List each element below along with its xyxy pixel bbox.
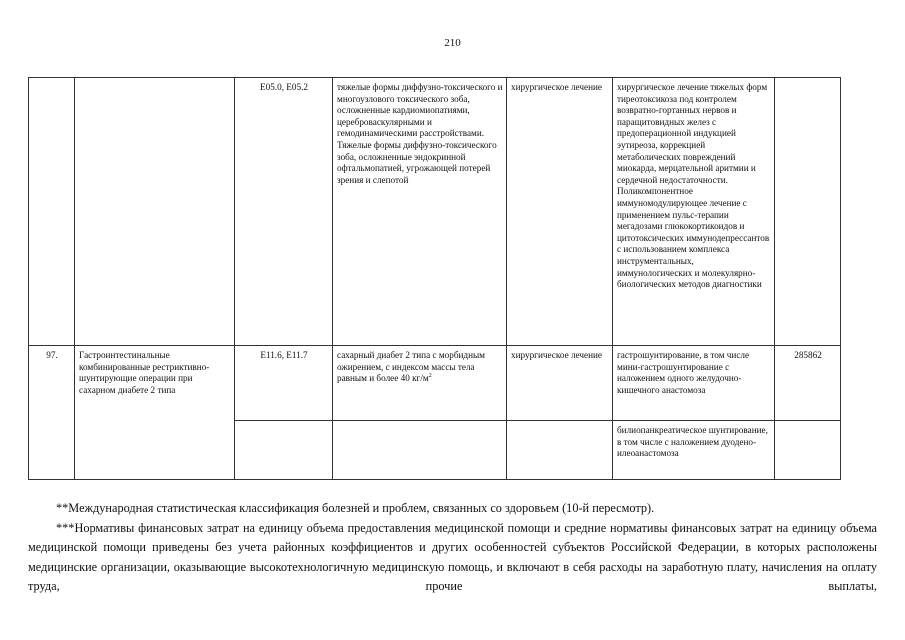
row-number: 97. bbox=[29, 346, 75, 480]
treatment-type: хирургическое лечение bbox=[507, 346, 613, 421]
procedure-name: Гастроинтестинальные комбинированные рестриктивно-шунтирующие операции при сахарном диабете 2 типа bbox=[75, 346, 235, 480]
cost-norm bbox=[775, 78, 841, 346]
superscript: 2 bbox=[428, 373, 432, 380]
procedure-name bbox=[75, 78, 235, 346]
table-row bbox=[29, 78, 841, 346]
patient-model bbox=[333, 421, 507, 480]
cost-norm bbox=[775, 421, 841, 480]
treatment-type bbox=[507, 421, 613, 480]
treatment-type: хирургическое лечение bbox=[507, 78, 613, 346]
footnote-icd: **Международная статистическая классификация болезней и проблем, связанных со здоровьем (10-й пересмотр). bbox=[56, 501, 655, 515]
page-number: 210 bbox=[444, 37, 461, 49]
row-number bbox=[29, 78, 75, 346]
procedures-table bbox=[28, 77, 841, 480]
treatment-method: хирургическое лечение тяжелых форм тиреотоксикоза под контролем возвратно-гортанных нервов и паращитовидных желез с предоперационной индукцией эутиреоза, коррекцией метаболических повреждений миокарда, мерцательной аритмии и сердечной недостаточности. Поликомпонентное иммуномодулирующее лечение с применением пульс-терапии мегадозами глюкокортикоидов и цитотоксических иммунодепрессантов с использованием комплекса инструментальных, иммунологических и молекулярно-биологических методов диагностики bbox=[613, 78, 775, 346]
icd-codes bbox=[235, 421, 333, 480]
patient-model-text: сахарный диабет 2 типа с морбидным ожирением, с индексом массы тела равным и более 40 кг/м bbox=[337, 350, 485, 384]
icd-codes: E11.6, E11.7 bbox=[235, 346, 333, 421]
treatment-method: гастрошунтирование, в том числе мини-гастрошунтирование с наложением одного желудочно-кишечного анастомоза bbox=[613, 346, 775, 421]
cost-norm: 285862 bbox=[775, 346, 841, 421]
table-row bbox=[29, 346, 841, 421]
patient-model bbox=[333, 346, 507, 421]
icd-codes: E05.0, E05.2 bbox=[235, 78, 333, 346]
patient-model: тяжелые формы диффузно-токсического и многоузлового токсического зоба, осложненные кардиомиопатиями, цереброваскулярными и гемодинамическими расстройствами. Тяжелые формы диффузно-токсического зоба, осложненные эндокринной офтальмопатией, угрожающей потерей зрения и слепотой bbox=[333, 78, 507, 346]
footnotes bbox=[28, 499, 877, 597]
treatment-method: билиопанкреатическое шунтирование, в том числе с наложением дуодено-илеоанастомоза bbox=[613, 421, 775, 480]
footnote-cost-norms: ***Нормативы финансовых затрат на единицу объема предоставления медицинской помощи и средние нормативы финансовых затрат на единицу объема медицинской помощи приведены без учета районных коэффициентов и других особенностей субъектов Российской Федерации, в которых расположены медицинские организации, оказывающие высокотехнологичную медицинскую помощь, и включают в себя расходы на заработную плату, начисления на оплату труда, прочие выплаты, bbox=[28, 520, 877, 593]
